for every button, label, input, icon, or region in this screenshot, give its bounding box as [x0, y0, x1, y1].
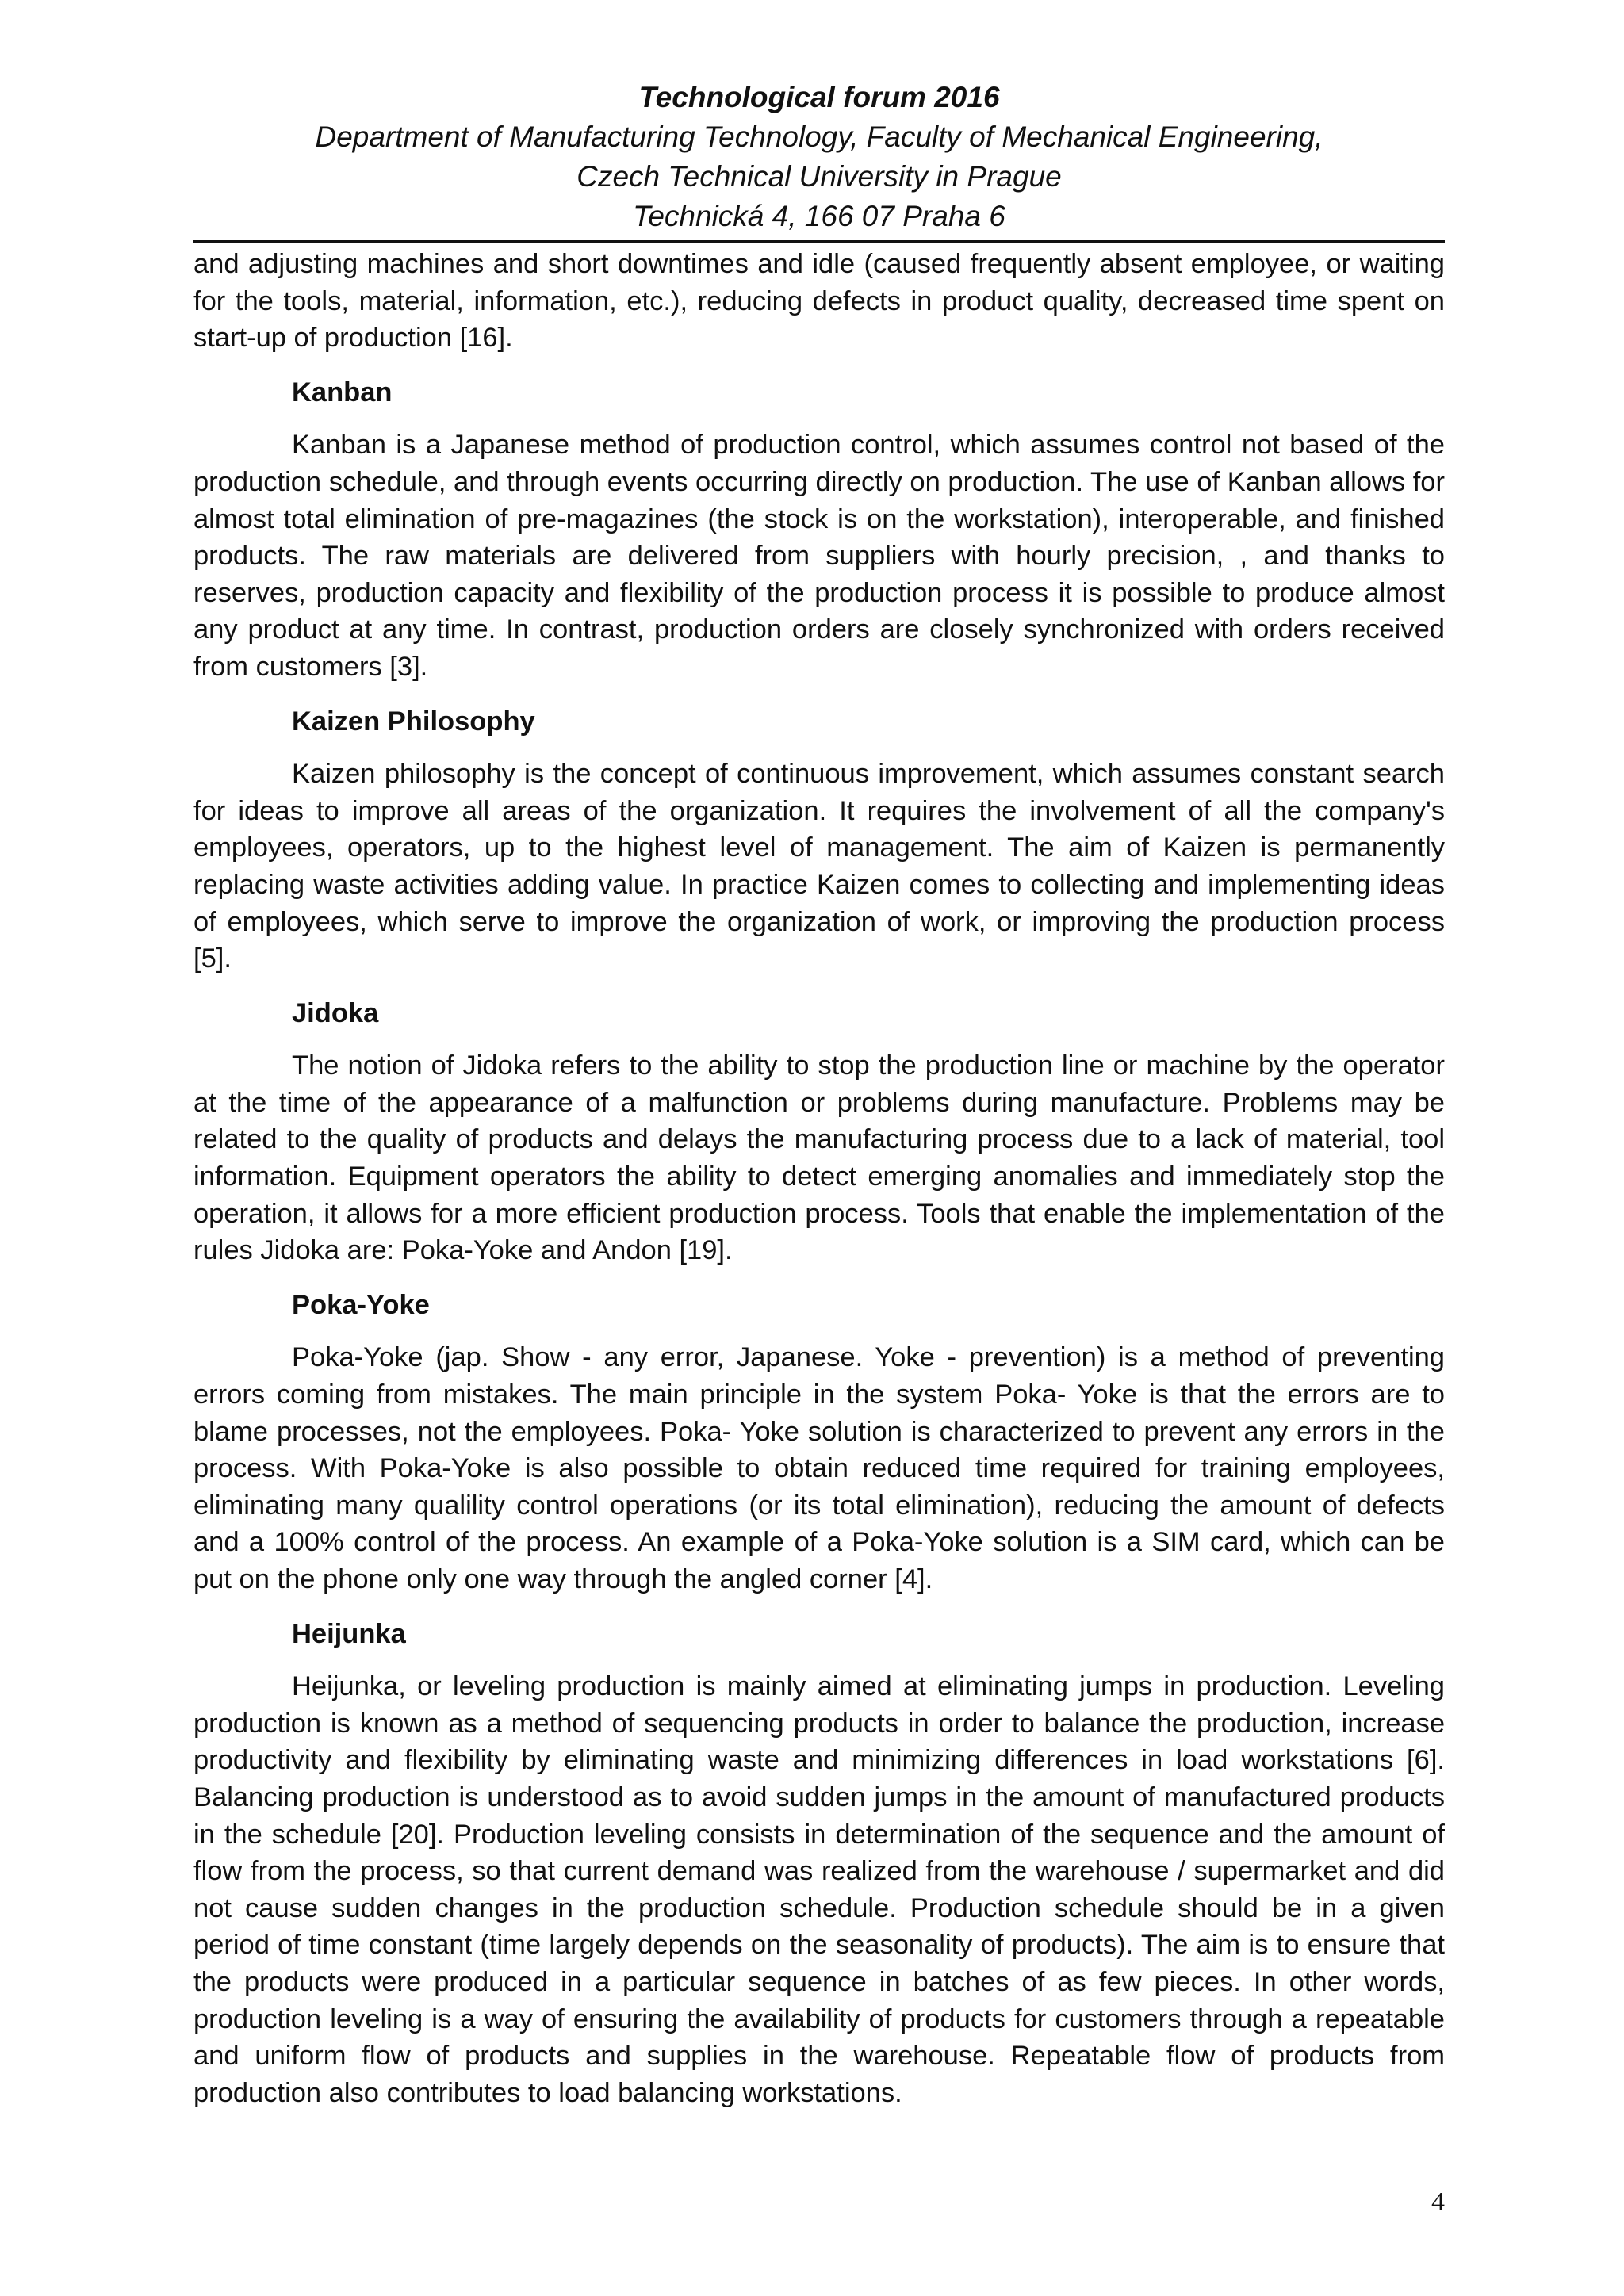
header-address: Technická 4, 166 07 Praha 6	[633, 200, 1005, 232]
section-text-jidoka: The notion of Jidoka refers to the ability to stop the production line or machine by the operator at the time of the appearance of a malfunction or problems during manufacture. Problems may be related to the quality of products and delays the manufacturing process due to a lack of material, tool information. Equipment operators the ability to detect emerging anomalies and immediately stop the operation, it allows for a more efficient production process. Tools that enable the implementation of the rules Jidoka are: Poka-Yoke and Andon [19].	[193, 1050, 1445, 1266]
header-title: Technological forum 2016	[638, 81, 1000, 113]
section-text-heijunka: Heijunka, or leveling production is mainly aimed at eliminating jumps in production. Leveling production is known as a method of sequencing products in order to balance the production, increase productivity and flexibility by eliminating waste and minimizing differences in load workstations [6]. Balancing production is understood as to avoid sudden jumps in the amount of manufactured products in the schedule [20]. Production leveling consists in determination of the sequence and the amount of flow from the process, so that current demand was realized from the warehouse / supermarket and did not cause sudden changes in the production schedule. Production schedule should be in a given period of time constant (time largely depends on the seasonality of products). The aim is to ensure that the products were produced in a particular sequence in batches of as few pieces. In other words, production leveling is a way of ensuring the availability of products for customers through a repeatable and uniform flow of products and supplies in the warehouse. Repeatable flow of products from production also contributes to load balancing workstations.	[193, 1671, 1445, 2108]
header-department: Department of Manufacturing Technology, Faculty of Mechanical Engineering,	[315, 121, 1323, 153]
running-header	[193, 78, 1445, 236]
header-rule	[193, 240, 1445, 243]
section-text-poka-yoke: Poka-Yoke (jap. Show - any error, Japanese. Yoke - prevention) is a method of preventing errors coming from mistakes. The main principle in the system Poka- Yoke is that the errors are to blame processes, not the employees. Poka- Yoke solution is characterized to prevent any errors in the process. With Poka-Yoke is also possible to obtain reduced time required for training employees, eliminating many qualility control operations (or its total elimination), reducing the amount of defects and a 100% control of the process. An example of a Poka-Yoke solution is a SIM card, which can be put on the phone only one way through the angled corner [4].	[193, 1342, 1445, 1594]
section-text-kanban: Kanban is a Japanese method of production control, which assumes control not based of the production schedule, and through events occurring directly on production. The use of Kanban allows for almost total elimination of pre-magazines (the stock is on the workstation), interoperable, and finished products. The raw materials are delivered from suppliers with hourly precision, , and thanks to reserves, production capacity and flexibility of the production process it is possible to produce almost any product at any time. In contrast, production orders are closely synchronized with orders received from customers [3].	[193, 430, 1445, 682]
body-text	[193, 246, 1445, 2111]
section-heading-kanban: Kanban	[292, 377, 393, 408]
section-text-kaizen: Kaizen philosophy is the concept of continuous improvement, which assumes constant search for ideas to improve all areas of the organization. It requires the involvement of all the company's employees, operators, up to the highest level of management. The aim of Kaizen is permanently replacing waste activities adding value. In practice Kaizen comes to collecting and implementing ideas of employees, which serve to improve the organization of work, or improving the production process [5].	[193, 759, 1445, 974]
section-heading-poka-yoke: Poka-Yoke	[292, 1289, 430, 1320]
section-heading-jidoka: Jidoka	[292, 997, 379, 1028]
page-number: 4	[1431, 2187, 1445, 2217]
header-university: Czech Technical University in Prague	[576, 160, 1062, 193]
intro-paragraph: and adjusting machines and short downtimes and idle (caused frequently absent employee, or waiting for the tools, material, information, etc.), reducing defects in product quality, decreased time spent on start-up of production [16].	[193, 249, 1445, 354]
section-heading-heijunka: Heijunka	[292, 1618, 406, 1649]
section-heading-kaizen: Kaizen Philosophy	[292, 706, 535, 737]
